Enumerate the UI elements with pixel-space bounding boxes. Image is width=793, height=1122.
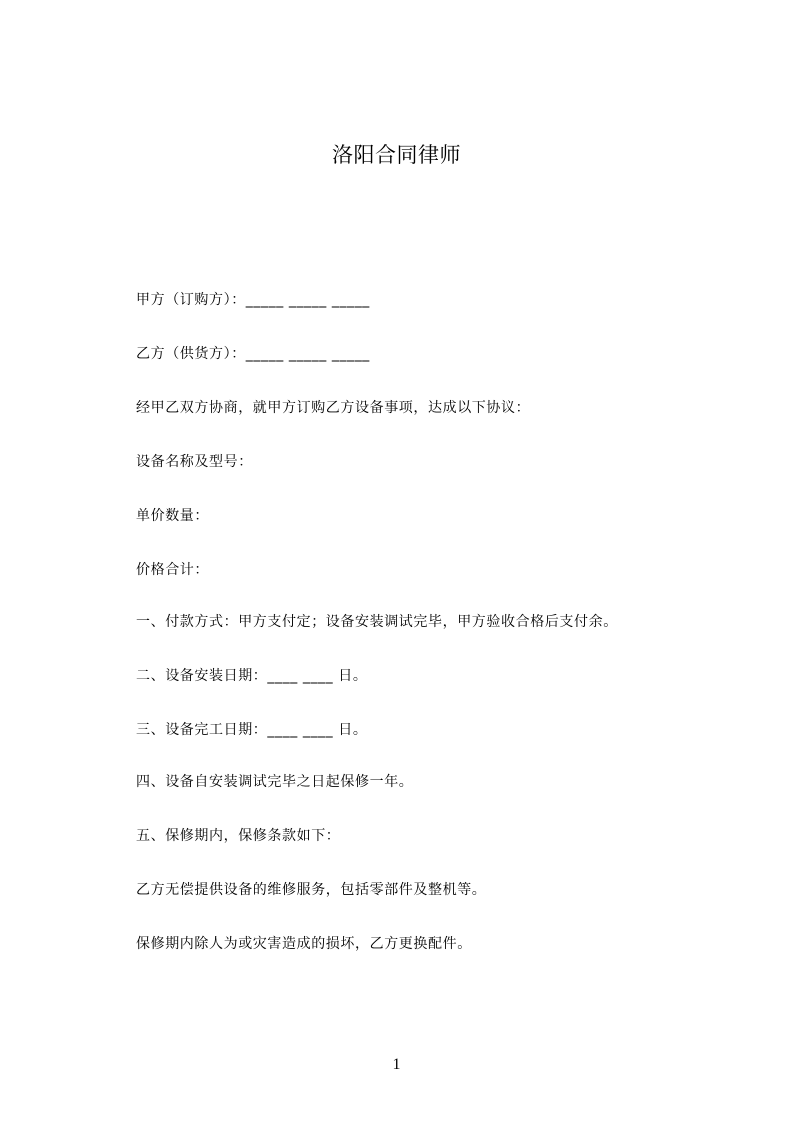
clause-warranty-terms: 五、保修期内，保修条款如下： (136, 828, 341, 844)
page-number: 1 (392, 1056, 401, 1073)
clause-payment: 一、付款方式：甲方支付定；设备安装调试完毕，甲方验收合格后支付余。 (136, 614, 618, 630)
equipment-name-line: 设备名称及型号： (136, 454, 253, 470)
clause-installation-date: 二、设备安装日期：____ ____ 日。 (136, 668, 368, 684)
clause-warranty-period: 四、设备自安装调试完毕之日起保修一年。 (136, 774, 414, 790)
document-title: 洛阳合同律师 (332, 143, 461, 167)
warranty-term-free-service: 乙方无偿提供设备的维修服务，包括零部件及整机等。 (136, 882, 487, 898)
unit-price-quantity-line: 单价数量： (136, 508, 209, 524)
clause-completion-date: 三、设备完工日期：____ ____ 日。 (136, 722, 368, 738)
total-price-line: 价格合计： (136, 562, 209, 578)
party-b-line: 乙方（供货方）：_____ _____ _____ (136, 346, 370, 362)
agreement-intro: 经甲乙双方协商，就甲方订购乙方设备事项，达成以下协议： (136, 400, 531, 416)
party-a-line: 甲方（订购方）：_____ _____ _____ (136, 292, 370, 308)
warranty-term-parts-replacement: 保修期内除人为或灾害造成的损坏，乙方更换配件。 (136, 936, 472, 952)
